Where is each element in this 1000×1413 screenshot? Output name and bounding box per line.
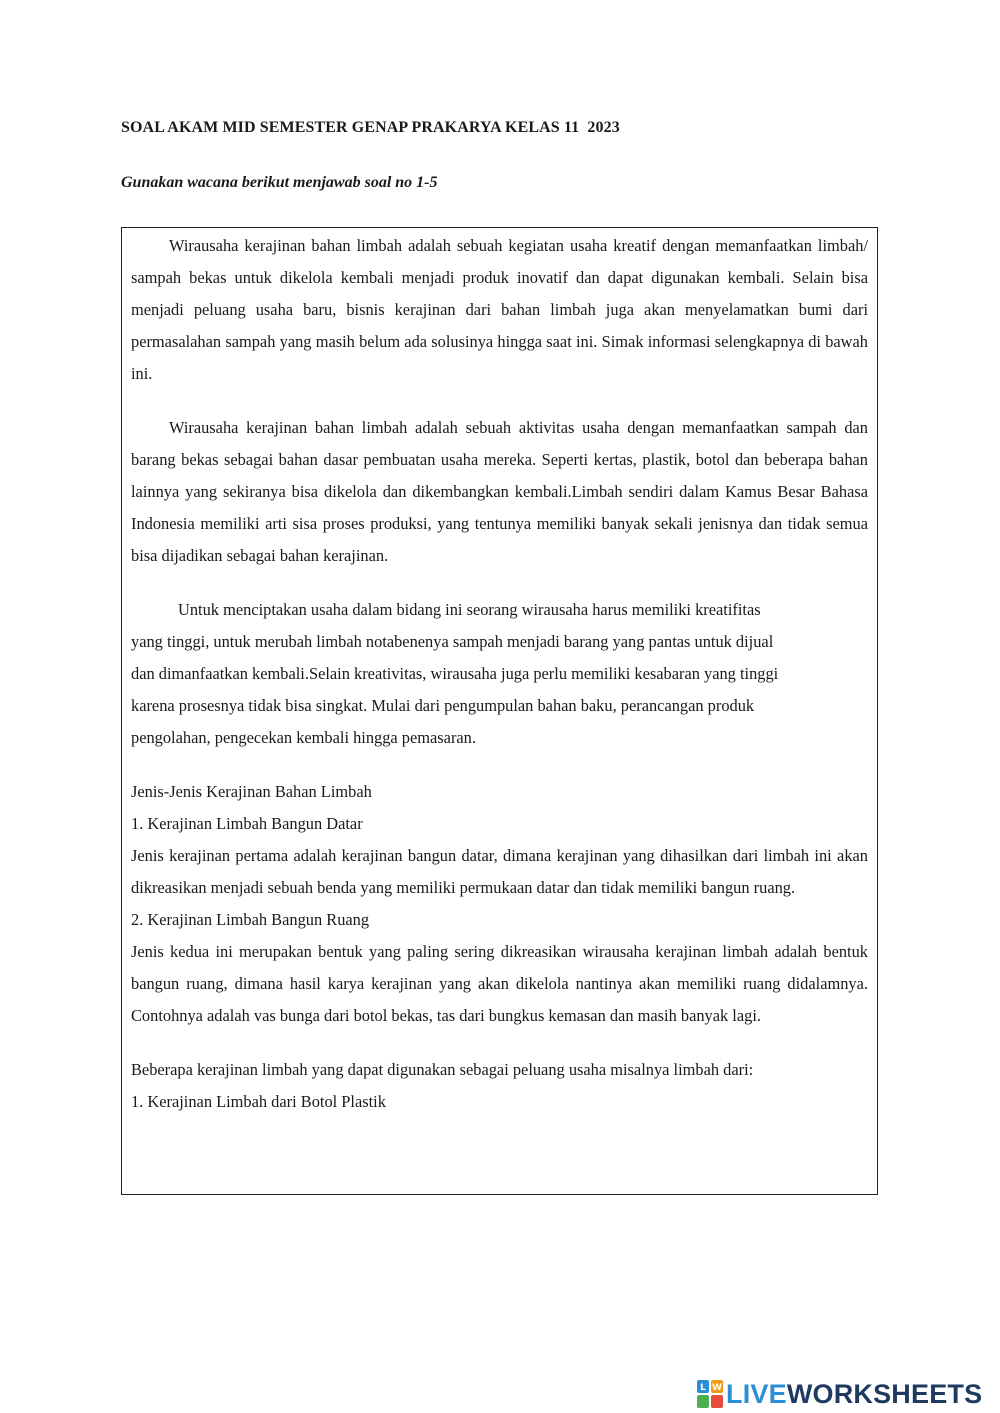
paragraph-3-line: pengolahan, pengecekan kembali hingga pemasaran.: [131, 728, 476, 747]
logo-text: LIVEWORKSHEETS: [726, 1378, 983, 1409]
liveworksheets-logo-icon: [697, 1380, 723, 1408]
item-2-title: 2. Kerajinan Limbah Bangun Ruang: [131, 910, 370, 929]
reading-passage: [121, 227, 878, 1195]
liveworksheets-logo: [697, 1377, 982, 1411]
passage-paragraph-1: Wirausaha kerajinan bahan limbah adalah sebuah kegiatan usaha kreatif dengan memanfaatkan limbah/ sampah bekas untuk dikelola kembali menjadi produk inovatif dan dapat digunakan kembali. Selain bisa menjadi peluang usaha baru, bisnis kerajinan dari bahan limbah juga akan menyelamatkan bumi dari permasalahan sampah yang masih belum ada solusinya hingga saat ini. Simak informasi selengkapnya di bawah ini.: [131, 236, 868, 383]
instruction-text: Gunakan wacana berikut menjawab soal no 1-5: [121, 174, 438, 191]
paragraph-3-line: yang tinggi, untuk merubah limbah notabenenya sampah menjadi barang yang pantas untuk dijual: [131, 632, 774, 651]
jenis-heading: Jenis-Jenis Kerajinan Bahan Limbah: [131, 782, 372, 801]
peluang-intro: Beberapa kerajinan limbah yang dapat digunakan sebagai peluang usaha misalnya limbah dari:: [131, 1060, 754, 1079]
svg-text:L: L: [700, 1383, 706, 1393]
passage-paragraph-2: Wirausaha kerajinan bahan limbah adalah sebuah aktivitas usaha dengan memanfaatkan sampah dan barang bekas sebagai bahan dasar pembuatan usaha mereka. Seperti kertas, plastik, botol dan beberapa bahan lainnya yang sekiranya bisa dikelola dan dikembangkan kembali.Limbah sendiri dalam Kamus Besar Bahasa Indonesia memiliki arti sisa proses produksi, yang tentunya memiliki banyak sekali jenisnya dan tidak semua bisa dijadikan sebagai bahan kerajinan.: [131, 418, 868, 565]
peluang-item-1: 1. Kerajinan Limbah dari Botol Plastik: [131, 1092, 386, 1111]
document-title: SOAL AKAM MID SEMESTER GENAP PRAKARYA KELAS 11 2023: [121, 119, 620, 136]
item-2-text: Jenis kedua ini merupakan bentuk yang paling sering dikreasikan wirausaha kerajinan limbah adalah bentuk bangun ruang, dimana hasil karya kerajinan yang akan dikelola nantinya akan memiliki ruang didalamnya. Contohnya adalah vas bunga dari botol bekas, tas dari bungkus kemasan dan masih banyak lagi.: [131, 942, 868, 1025]
item-1-title: 1. Kerajinan Limbah Bangun Datar: [131, 814, 363, 833]
passage-paragraph-3: [131, 594, 868, 754]
item-1-text: Jenis kerajinan pertama adalah kerajinan bangun datar, dimana kerajinan yang dihasilkan dari limbah ini akan dikreasikan menjadi sebuah benda yang memiliki permukaan datar dan tidak memiliki bangun ruang.: [131, 846, 868, 897]
svg-text:W: W: [712, 1383, 722, 1393]
paragraph-3-line: dan dimanfaatkan kembali.Selain kreativitas, wirausaha juga perlu memiliki kesabaran yang tinggi: [131, 664, 779, 683]
paragraph-3-line: Untuk menciptakan usaha dalam bidang ini seorang wirausaha harus memiliki kreatifitas: [178, 600, 761, 619]
paragraph-3-line: karena prosesnya tidak bisa singkat. Mulai dari pengumpulan bahan baku, perancangan produk: [131, 696, 755, 715]
